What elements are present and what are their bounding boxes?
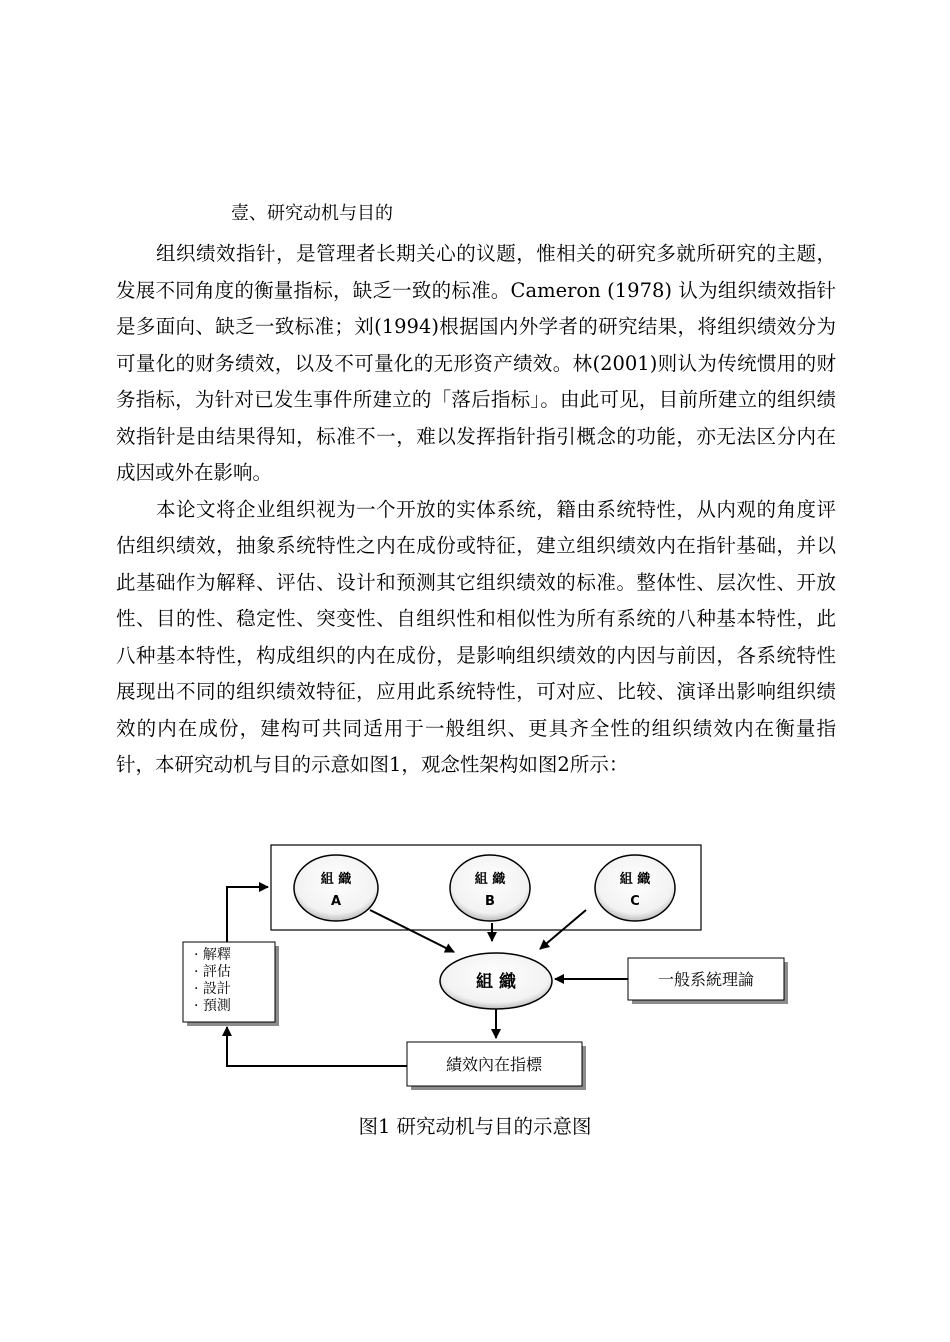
arrow-index-to-uses <box>227 1027 407 1066</box>
use-evaluate: · 評估 <box>194 964 231 980</box>
org-c-letter: C <box>630 894 640 909</box>
general-theory-label: 一般系統理論 <box>657 970 755 989</box>
center-org-label: 組 織 <box>476 972 516 992</box>
use-predict: · 預測 <box>194 998 231 1014</box>
arrow-uses-to-orgs <box>227 887 268 942</box>
org-c-node <box>595 855 675 921</box>
performance-index-label: 績效內在指標 <box>445 1055 543 1074</box>
use-design: · 設計 <box>194 981 231 997</box>
figure-1 <box>168 838 804 1098</box>
figure-diagram <box>168 838 804 1098</box>
org-a-label: 組 織 <box>320 872 352 887</box>
org-a-node <box>294 855 378 921</box>
org-b-node <box>450 855 530 921</box>
use-interpret: · 解釋 <box>194 947 231 963</box>
figure-caption: 图1 研究动机与目的示意图 <box>358 1115 592 1138</box>
org-b-letter: B <box>485 894 495 909</box>
org-b-label: 組 織 <box>474 872 506 887</box>
body-text <box>116 236 836 784</box>
org-c-label: 組 織 <box>619 872 651 887</box>
paragraph-2: 本论文将企业组织视为一个开放的实体系统，籍由系统特性，从内观的角度评估组织绩效，抽象系统特性之内在成份或特征，建立组织绩效内在指针基础，并以此基础作为解释、评估、设计和预测其它组织绩效的标准。整体性、层次性、开放性、目的性、稳定性、突变性、自组织性和相似性为所有系统的八种基本特性，此八种基本特性，构成组织的内在成份，是影响组织绩效的内因与前因，各系统特性展现出不同的组织绩效特征，应用此系统特性，可对应、比较、演译出影响组织绩效的内在成份，建构可共同适用于一般组织、更具齐全性的组织绩效内在衡量指针，本研究动机与目的示意如图1，观念性架构如图2所示： <box>116 497 836 776</box>
center-org-node <box>440 953 552 1009</box>
org-a-letter: A <box>330 894 342 909</box>
section-heading: 壹、研究动机与目的 <box>231 203 393 224</box>
paragraph-1: 组织绩效指针，是管理者长期关心的议题，惟相关的研究多就所研究的主题，发展不同角度的衡量指标，缺乏一致的标准。Cameron (1978) 认为组织绩效指针是多面向、缺乏一致标准；刘(1994)根据国内外学者的研究结果，将组织绩效分为可量化的财务绩效，以及不可量化的无形资产绩效。林(2001)则认为传统惯用的财务指标，为针对已发生事件所建立的「落后指标」。由此可见，目前所建立的组织绩效指针是由结果得知，标准不一，难以发挥指针指引概念的功能，亦无法区分内在成因或外在影响。 <box>116 242 836 484</box>
